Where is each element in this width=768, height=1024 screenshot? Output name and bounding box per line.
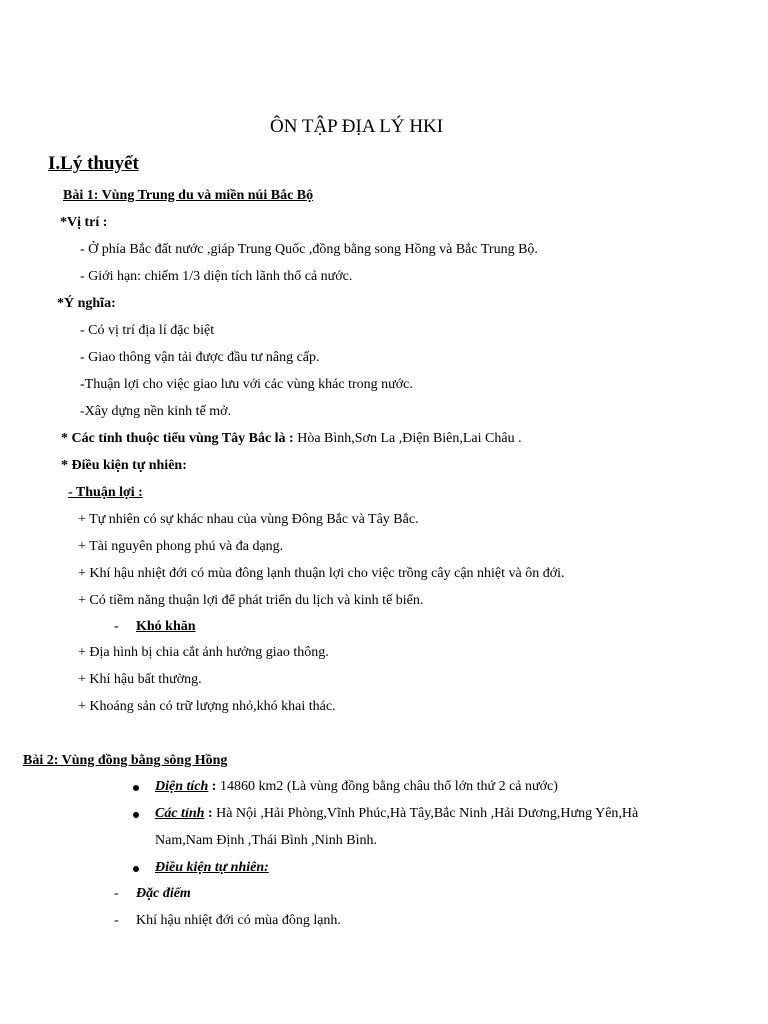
difficulties-dash: - [114,619,119,634]
bullet-icon [133,785,139,791]
difficulties-item: + Khoáng sản có trữ lượng nhỏ,khó khai thác. [78,699,336,714]
area-colon: : [208,779,217,794]
location-label: *Vị trí : [60,215,108,230]
climate-dash: - [114,913,119,928]
provinces2-colon: : [204,806,213,821]
provinces-label: * Các tỉnh thuộc tiểu vùng Tây Bắc là : [61,431,294,446]
area-line [155,778,558,796]
meaning-label: *Ý nghĩa: [57,296,116,311]
difficulties-item: + Địa hình bị chia cắt ảnh hưởng giao thông. [78,645,329,660]
provinces-line [61,430,522,448]
provinces-value: Hòa Bình,Sơn La ,Điện Biên,Lai Châu . [293,431,522,446]
meaning-item: - Có vị trí địa lí đặc biệt [80,323,215,338]
meaning-item: - Giao thông vận tải được đầu tư nâng cấp. [80,350,320,365]
advantages-label: - Thuận lợi : [68,485,143,500]
area-value: 14860 km2 (Là vùng đồng bằng châu thổ lớn thứ 2 cả nước) [216,779,558,794]
difficulties-item: + Khí hậu bất thường. [78,672,202,687]
meaning-item: -Xây dựng nền kinh tế mở. [80,404,232,419]
climate-text: Khí hậu nhiệt đới có mùa đông lạnh. [136,913,341,928]
bullet-icon [133,812,139,818]
advantages-item: + Khí hậu nhiệt đới có mùa đông lạnh thuận lợi cho việc trồng cây cận nhiệt và ôn đới. [78,566,565,581]
location-item: - Ở phía Bắc đất nước ,giáp Trung Quốc ,đồng bằng song Hồng và Bắc Trung Bộ. [80,242,538,257]
features-dash: - [114,886,119,901]
provinces2-value-line1: Hà Nội ,Hải Phòng,Vĩnh Phúc,Hà Tây,Bắc Ninh ,Hải Dương,Hưng Yên,Hà [212,806,639,821]
advantages-item: + Tài nguyên phong phú và đa dạng. [78,539,284,554]
features-label: Đặc điểm [136,886,191,901]
natural-conditions-label: * Điều kiện tự nhiên: [61,458,187,473]
advantages-item: + Tự nhiên có sự khác nhau của vùng Đông Bắc và Tây Bắc. [78,512,419,527]
meaning-item: -Thuận lợi cho việc giao lưu với các vùng khác trong nước. [80,377,413,392]
section-heading-theory: I.Lý thuyết [48,153,139,174]
page-title: ÔN TẬP ĐỊA LÝ HKI [270,116,444,137]
area-label: Diện tích [155,779,209,794]
difficulties-label: Khó khăn [136,619,196,634]
lesson1-heading: Bài 1: Vùng Trung du và miền núi Bắc Bộ [63,188,314,203]
natural-conditions-label-2: Điều kiện tự nhiên: [155,860,269,875]
location-item: - Giới hạn: chiếm 1/3 diện tích lãnh thổ cả nước. [80,269,353,284]
advantages-item: + Có tiềm năng thuận lợi để phát triển du lịch và kinh tế biển. [78,593,424,608]
bullet-icon [133,866,139,872]
lesson2-heading: Bài 2: Vùng đồng bằng sông Hồng [23,753,228,768]
provinces-line-2 [155,805,638,823]
provinces2-label: Các tỉnh [155,806,205,821]
provinces2-value-line2: Nam,Nam Định ,Thái Bình ,Ninh Bình. [155,833,378,848]
